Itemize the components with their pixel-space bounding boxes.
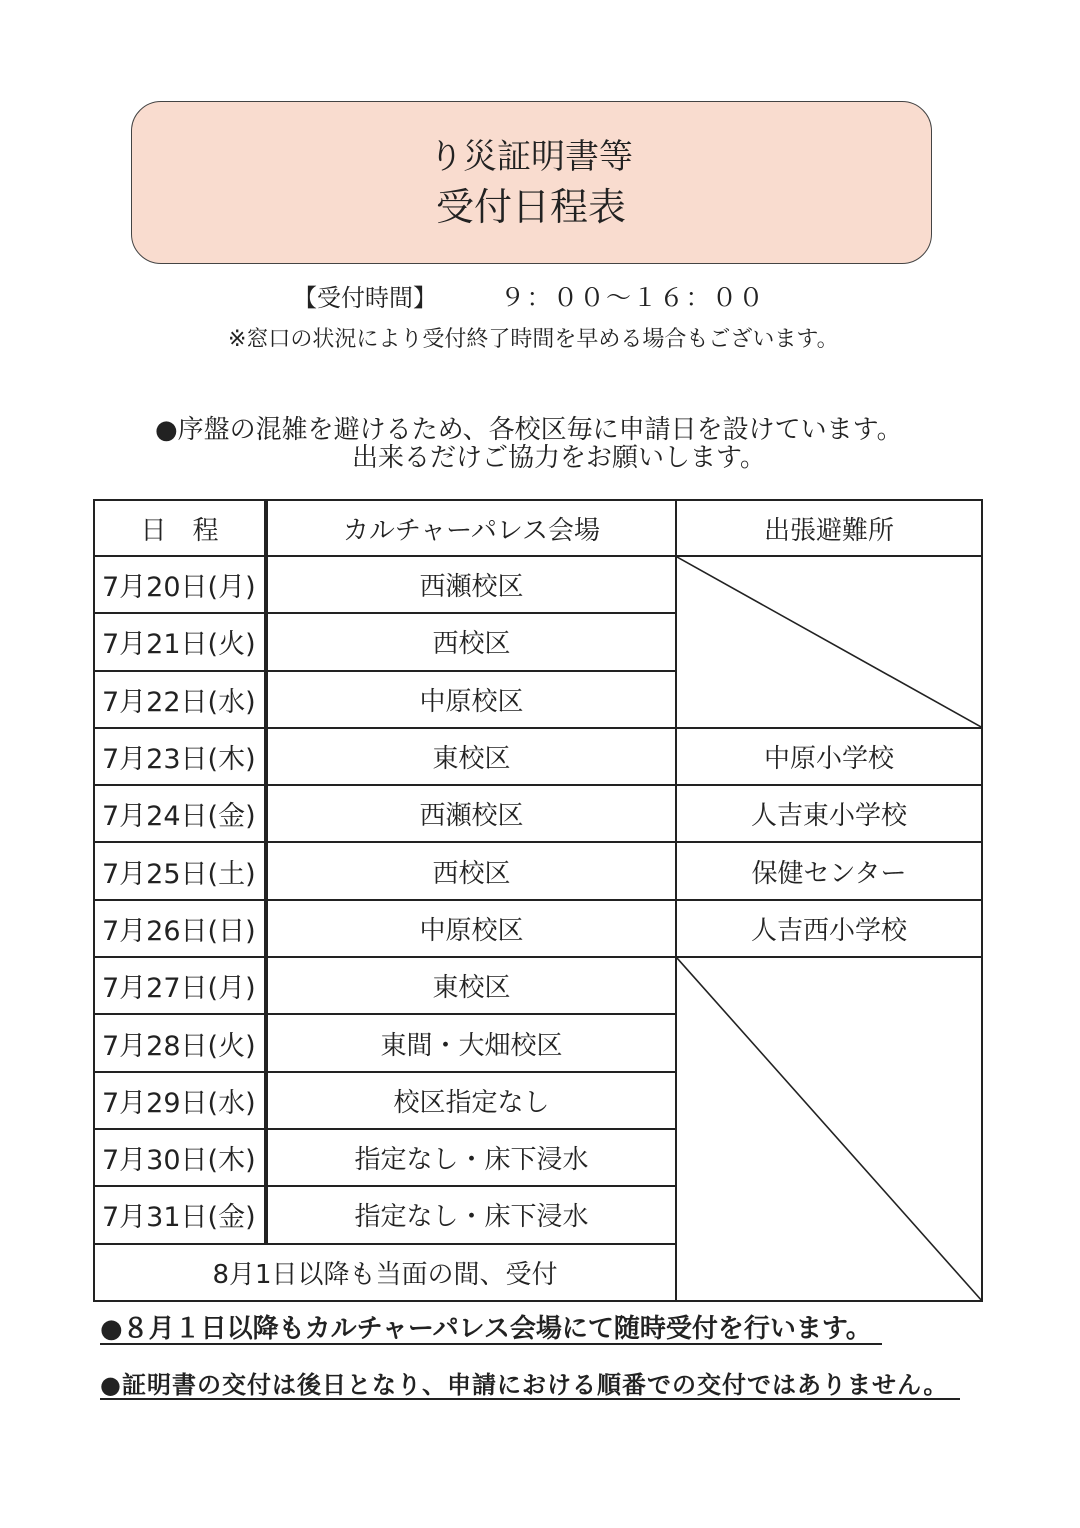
venue-cell: 東間・大畑校区 — [268, 1015, 677, 1072]
date-cell: 7月24日(金) — [95, 786, 268, 843]
reception-hours-note: ※窓口の状況により受付終了時間を早める場合もございます。 — [228, 327, 839, 352]
date-cell: 7月29日(水) — [95, 1073, 268, 1130]
venue-cell: 中原校区 — [268, 672, 677, 729]
document-title: り災証明書等 — [429, 137, 633, 177]
branch-cell: 人吉西小学校 — [677, 901, 983, 958]
notice-line-2: 出来るだけご協力をお願いします。 — [352, 443, 766, 473]
branch-cell: 人吉東小学校 — [677, 786, 983, 843]
date-cell: 7月20日(月) — [95, 557, 268, 614]
venue-cell: 校区指定なし — [268, 1073, 677, 1130]
diagonal-strike-line — [677, 958, 981, 1300]
venue-cell: 西校区 — [268, 614, 677, 671]
date-cell: 7月22日(水) — [95, 672, 268, 729]
branch-cell: 中原小学校 — [677, 729, 983, 786]
date-cell: 7月23日(木) — [95, 729, 268, 786]
header-venue: カルチャーパレス会場 — [268, 501, 677, 557]
date-cell: 7月27日(月) — [95, 958, 268, 1015]
header-branch: 出張避難所 — [677, 501, 983, 557]
venue-cell: 中原校区 — [268, 901, 677, 958]
diagonal-strike-line — [677, 557, 981, 727]
reception-hours-label: 【受付時間】 — [293, 284, 437, 312]
date-cell: 7月30日(木) — [95, 1130, 268, 1187]
date-cell: 7月28日(火) — [95, 1015, 268, 1072]
venue-cell: 東校区 — [268, 729, 677, 786]
header-date: 日 程 — [95, 501, 268, 557]
footnote-2: ●証明書の交付は後日となり、申請における順番での交付ではありません。 — [100, 1372, 960, 1400]
venue-cell: 指定なし・床下浸水 — [268, 1130, 677, 1187]
date-cell: 7月31日(金) — [95, 1187, 268, 1244]
venue-cell: 西校区 — [268, 843, 677, 900]
date-cell: 7月25日(土) — [95, 843, 268, 900]
date-cell: 7月26日(日) — [95, 901, 268, 958]
venue-cell: 指定なし・床下浸水 — [268, 1187, 677, 1244]
notice-line-1: ●序盤の混雑を避けるため、各校区毎に申請日を設けています。 — [155, 415, 903, 445]
table-footer: 8月1日以降も当面の間、受付 — [95, 1245, 677, 1302]
footnote-1: ●８月１日以降もカルチャーパレス会場にて随時受付を行います。 — [100, 1315, 882, 1345]
venue-cell: 東校区 — [268, 958, 677, 1015]
date-cell: 7月21日(火) — [95, 614, 268, 671]
venue-cell: 西瀬校区 — [268, 786, 677, 843]
document-subtitle: 受付日程表 — [435, 185, 626, 229]
branch-empty-block-1 — [677, 557, 983, 729]
venue-cell: 西瀬校区 — [268, 557, 677, 614]
title-box — [131, 101, 932, 264]
schedule-table — [93, 499, 983, 1302]
reception-hours-value: ９：００～１６：００ — [500, 283, 766, 312]
branch-cell: 保健センター — [677, 843, 983, 900]
branch-empty-block-2 — [677, 958, 983, 1302]
